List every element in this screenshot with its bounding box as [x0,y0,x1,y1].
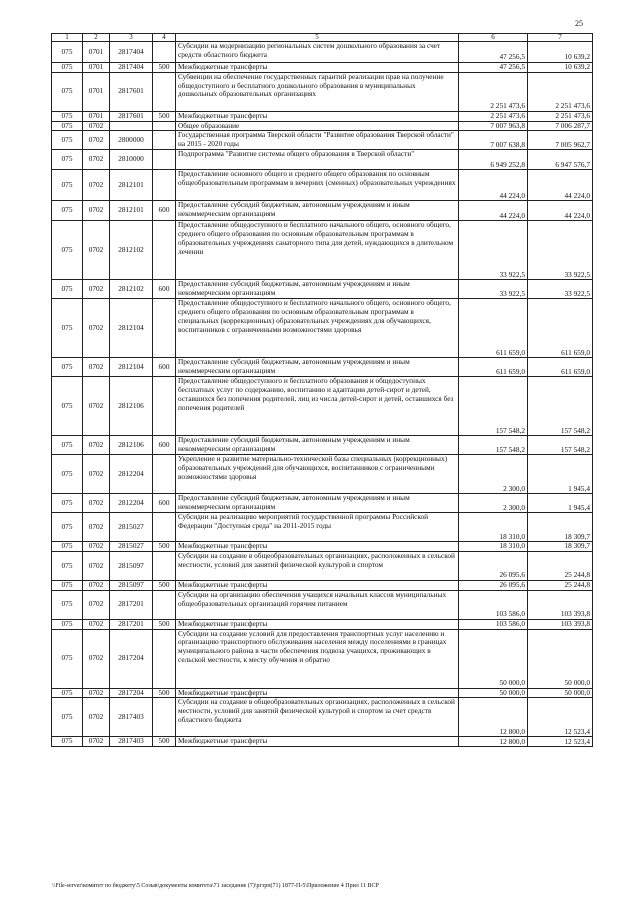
cell-v2: 44 224,0 [528,170,593,201]
table-row [52,581,593,591]
table-row [52,590,593,619]
table-row [52,221,593,280]
cell-sub: 0702 [83,358,110,377]
cell-v2: 25 244,8 [528,552,593,581]
cell-sec: 075 [52,63,83,73]
cell-name: Субсидии на создание в общеобразовательных организациях, расположенных в сельской местности, условий для занятий физической культурой и спортом за счет средств областного бюджета [176,698,459,737]
cell-sub: 0702 [83,150,110,170]
cell-sub: 0702 [83,698,110,737]
cell-name: Предоставление общедоступного и бесплатного начального общего, основного общего, среднего общего образования по основным образовательным программам в образовательных учреждениях санаторного типа для детей, нуждающихся в длительном лечении [176,221,459,280]
cell-v1: 2 251 473,6 [459,72,528,111]
cell-v1: 12 800,0 [459,698,528,737]
cell-v2: 10 639,2 [528,42,593,63]
table-row [52,377,593,436]
cell-sub: 0702 [83,590,110,619]
cell-v2: 103 393,8 [528,619,593,629]
table-row [52,455,593,494]
cell-art: 2817403 [110,737,153,747]
cell-name: Субсидии на организацию обеспечения учащихся начальных классов муниципальных общеобразовательных организаций горячим питанием [176,590,459,619]
cell-v2: 103 393,8 [528,590,593,619]
table-row [52,552,593,581]
cell-v2: 33 922,5 [528,280,593,299]
cell-name: Межбюджетные трансферты [176,688,459,698]
cell-sec: 075 [52,590,83,619]
cell-sub: 0702 [83,377,110,436]
header-row [52,34,593,42]
cell-v1: 2 300,0 [459,494,528,513]
cell-kind: 600 [153,494,176,513]
cell-kind [153,455,176,494]
cell-kind [153,299,176,358]
cell-v1: 2 251 473,6 [459,111,528,121]
cell-art: 2815027 [110,513,153,542]
cell-v2: 44 224,0 [528,201,593,221]
table-row [52,280,593,299]
table-row [52,494,593,513]
table-row [52,63,593,73]
cell-art: 2812104 [110,358,153,377]
cell-art: 2817601 [110,111,153,121]
cell-sec: 075 [52,121,83,131]
cell-v2: 611 659,0 [528,358,593,377]
cell-v1: 50 000,0 [459,629,528,688]
cell-art: 2812101 [110,170,153,201]
cell-art: 2812106 [110,377,153,436]
cell-sub: 0702 [83,201,110,221]
cell-sub: 0702 [83,737,110,747]
cell-art [110,121,153,131]
cell-art: 2817403 [110,698,153,737]
cell-name: Субсидии на создание в общеобразовательных организациях, расположенных в сельской местности, условий для занятий физической культурой и спортом [176,552,459,581]
cell-v1: 103 586,0 [459,619,528,629]
table-row [52,72,593,111]
header-cell: 2 [83,34,110,42]
cell-v1: 157 548,2 [459,377,528,436]
cell-sec: 075 [52,377,83,436]
cell-sec: 075 [52,688,83,698]
cell-v2: 157 548,2 [528,436,593,455]
cell-name: Предоставление субсидий бюджетным, автономным учреждениям и иным некоммерческим организациям [176,494,459,513]
cell-v1: 611 659,0 [459,358,528,377]
table-row [52,436,593,455]
cell-sub: 0702 [83,494,110,513]
cell-sec: 075 [52,280,83,299]
cell-v1: 47 256,5 [459,63,528,73]
cell-sub: 0702 [83,299,110,358]
cell-kind [153,72,176,111]
cell-sec: 075 [52,42,83,63]
cell-name: Предоставление общедоступного и бесплатного начального общего, основного общего, среднего общего образования по основным образовательным программам в специальных (коррекционных) образовательных учреждениях для обучающихся, воспитанников с ограниченными возможностями здоровья [176,299,459,358]
cell-sec: 075 [52,170,83,201]
cell-sec: 075 [52,150,83,170]
cell-v1: 2 300,0 [459,455,528,494]
cell-sec: 075 [52,455,83,494]
cell-v2: 157 548,2 [528,377,593,436]
cell-v1: 7 007 638,8 [459,131,528,150]
cell-sec: 075 [52,131,83,150]
table-row [52,170,593,201]
cell-kind [153,121,176,131]
cell-v1: 44 224,0 [459,201,528,221]
cell-v1: 47 256,5 [459,42,528,63]
cell-v2: 10 639,2 [528,63,593,73]
cell-kind [153,221,176,280]
cell-kind: 500 [153,737,176,747]
cell-sec: 075 [52,552,83,581]
cell-sub: 0702 [83,280,110,299]
cell-sub: 0702 [83,131,110,150]
cell-kind [153,377,176,436]
cell-art: 2817201 [110,619,153,629]
cell-v2: 50 000,0 [528,629,593,688]
cell-v1: 44 224,0 [459,170,528,201]
cell-name: Субсидии на реализацию мероприятий государственной программы Российской Федерации "Доступная среда" на 2011-2015 годы [176,513,459,542]
cell-v2: 50 000,0 [528,688,593,698]
cell-name: Предоставление субсидий бюджетным, автономным учреждениям и иным некоммерческим организациям [176,436,459,455]
cell-sec: 075 [52,72,83,111]
cell-kind: 500 [153,581,176,591]
header-cell: 1 [52,34,83,42]
table-row [52,111,593,121]
cell-v2: 12 523,4 [528,737,593,747]
cell-sub: 0702 [83,513,110,542]
cell-name: Субвенции на обеспечение государственных гарантий реализации прав на получение общедоступного и бесплатного дошкольного образования в муниципальных дошкольных образовательных организациях [176,72,459,111]
cell-sec: 075 [52,494,83,513]
table-row [52,150,593,170]
cell-name: Подпрограмма "Развитие системы общего образования в Тверской области" [176,150,459,170]
header-cell: 7 [528,34,593,42]
table-row [52,201,593,221]
cell-art: 2812204 [110,494,153,513]
cell-kind: 600 [153,358,176,377]
cell-sec: 075 [52,358,83,377]
cell-kind [153,629,176,688]
cell-kind [153,150,176,170]
cell-kind [153,42,176,63]
table-row [52,131,593,150]
cell-sec: 075 [52,201,83,221]
cell-kind [153,513,176,542]
cell-art: 2812101 [110,201,153,221]
cell-kind: 500 [153,111,176,121]
cell-name: Предоставление общедоступного и бесплатного образования и общедоступных бесплатных услуг по содержанию, воспитанию и адаптации детей-сирот и детей, оставшихся без попечения родителей, лиц из числа детей-сирот и детей, оставшихся без попечения родителей [176,377,459,436]
table-row [52,513,593,542]
table-row [52,542,593,552]
cell-v2: 25 244,8 [528,581,593,591]
cell-v1: 33 922,5 [459,280,528,299]
cell-sec: 075 [52,619,83,629]
cell-art: 2812106 [110,436,153,455]
cell-kind [153,131,176,150]
cell-v1: 157 548,2 [459,436,528,455]
cell-sub: 0702 [83,121,110,131]
cell-kind: 600 [153,280,176,299]
cell-sec: 075 [52,581,83,591]
cell-art: 2815097 [110,552,153,581]
cell-v1: 18 310,0 [459,542,528,552]
cell-v2: 33 922,5 [528,221,593,280]
table-row [52,629,593,688]
cell-art: 2810000 [110,150,153,170]
cell-kind: 600 [153,201,176,221]
cell-art: 2800000 [110,131,153,150]
cell-name: Субсидии на создание условий для предоставления транспортных услуг населению и организацию транспортного обслуживания населения между поселениями в границах муниципального района в части обеспечения подвоза учащихся, проживающих в сельской местности, к месту обучения и обратно [176,629,459,688]
cell-kind: 600 [153,436,176,455]
page-number: 25 [575,19,583,28]
cell-sub: 0701 [83,72,110,111]
cell-sec: 075 [52,299,83,358]
header-cell: 6 [459,34,528,42]
cell-sub: 0702 [83,552,110,581]
cell-name: Межбюджетные трансферты [176,542,459,552]
cell-art: 2817601 [110,72,153,111]
cell-kind: 500 [153,619,176,629]
cell-name: Субсидии на модернизацию региональных систем дошкольного образования за счет средств областного бюджета [176,42,459,63]
cell-sub: 0702 [83,455,110,494]
cell-v1: 33 922,5 [459,221,528,280]
cell-name: Предоставление субсидий бюджетным, автономным учреждениям и иным некоммерческим организациям [176,280,459,299]
table-row [52,358,593,377]
cell-sec: 075 [52,542,83,552]
cell-v2: 12 523,4 [528,698,593,737]
table-row [52,737,593,747]
cell-sub: 0701 [83,63,110,73]
cell-name: Укрепление и развитие материально-технической базы специальных (коррекционных) образовательных учреждений для обучающихся, воспитанников с ограниченными возможностями здоровья [176,455,459,494]
cell-name: Предоставление основного общего и среднего общего образования по основным общеобразовательным программам в вечерних (сменных) образовательных учреждениях [176,170,459,201]
cell-sub: 0701 [83,42,110,63]
cell-name: Государственная программа Тверской области "Развитие образования Тверской области" на 2015 - 2020 годы [176,131,459,150]
cell-kind [153,590,176,619]
cell-sub: 0702 [83,221,110,280]
cell-v1: 103 586,0 [459,590,528,619]
header-cell: 3 [110,34,153,42]
cell-art: 2812104 [110,299,153,358]
cell-sec: 075 [52,629,83,688]
cell-v2: 1 945,4 [528,494,593,513]
cell-v2: 7 005 962,7 [528,131,593,150]
table-row [52,42,593,63]
cell-v2: 2 251 473,6 [528,111,593,121]
cell-art: 2817201 [110,590,153,619]
cell-sub: 0702 [83,619,110,629]
cell-v1: 6 949 252,8 [459,150,528,170]
cell-sec: 075 [52,436,83,455]
cell-v1: 26 095,6 [459,552,528,581]
cell-v1: 12 800,0 [459,737,528,747]
cell-sub: 0701 [83,111,110,121]
cell-v1: 7 007 963,8 [459,121,528,131]
cell-art: 2817404 [110,42,153,63]
cell-art: 2817204 [110,629,153,688]
cell-kind [153,698,176,737]
cell-sub: 0702 [83,170,110,201]
cell-art: 2812204 [110,455,153,494]
cell-sec: 075 [52,513,83,542]
cell-sub: 0702 [83,629,110,688]
cell-kind: 500 [153,542,176,552]
cell-sec: 075 [52,698,83,737]
cell-name: Межбюджетные трансферты [176,581,459,591]
budget-table [51,33,593,747]
cell-v2: 7 006 287,7 [528,121,593,131]
cell-art: 2817404 [110,63,153,73]
cell-name: Общее образование [176,121,459,131]
table-row [52,299,593,358]
cell-name: Предоставление субсидий бюджетным, автономным учреждениям и иным некоммерческим организациям [176,201,459,221]
cell-kind: 500 [153,688,176,698]
cell-sec: 075 [52,111,83,121]
cell-art: 2815097 [110,581,153,591]
table-row [52,698,593,737]
cell-v2: 611 659,0 [528,299,593,358]
cell-kind: 500 [153,63,176,73]
cell-v2: 18 309,7 [528,542,593,552]
cell-name: Межбюджетные трансферты [176,63,459,73]
cell-v1: 18 310,0 [459,513,528,542]
cell-sec: 075 [52,221,83,280]
cell-name: Межбюджетные трансферты [176,619,459,629]
cell-sub: 0702 [83,688,110,698]
cell-v2: 18 309,7 [528,513,593,542]
cell-art: 2815027 [110,542,153,552]
header-cell: 5 [176,34,459,42]
cell-v1: 26 095,6 [459,581,528,591]
header-cell: 4 [153,34,176,42]
cell-art: 2812102 [110,280,153,299]
cell-v2: 2 251 473,6 [528,72,593,111]
cell-sub: 0702 [83,542,110,552]
table-row [52,688,593,698]
cell-v1: 50 000,0 [459,688,528,698]
cell-kind [153,170,176,201]
footer-file-path: \\File-server\комитет по бюджету\5 Созыв\документы комитета\71 заседание (7)\ргзрп(71) 1877-П-5\Приложение 4 Прил 11 ВСР [52,883,379,889]
cell-v2: 6 947 576,7 [528,150,593,170]
cell-name: Предоставление субсидий бюджетным, автономным учреждениям и иным некоммерческим организациям [176,358,459,377]
cell-art: 2812102 [110,221,153,280]
cell-v1: 611 659,0 [459,299,528,358]
cell-name: Межбюджетные трансферты [176,111,459,121]
cell-v2: 1 945,4 [528,455,593,494]
cell-sec: 075 [52,737,83,747]
table-row [52,619,593,629]
cell-art: 2817204 [110,688,153,698]
table-row [52,121,593,131]
cell-kind [153,552,176,581]
cell-sub: 0702 [83,436,110,455]
cell-sub: 0702 [83,581,110,591]
cell-name: Межбюджетные трансферты [176,737,459,747]
